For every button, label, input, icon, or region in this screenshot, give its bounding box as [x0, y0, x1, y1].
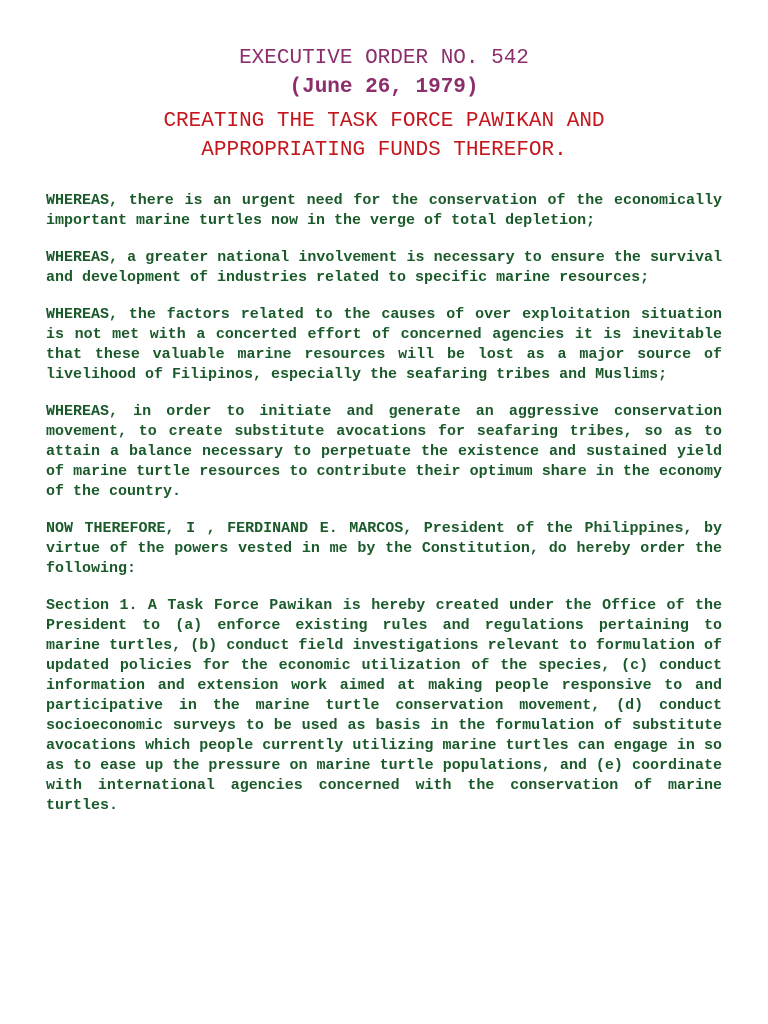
now-therefore-paragraph: NOW THEREFORE, I , FERDINAND E. MARCOS, President of the Philippines, by virtue of the powers vested in me by the Constitution, do hereby order the following:: [46, 520, 722, 577]
whereas-paragraph-3: WHEREAS, the factors related to the causes of over exploitation situation is not met with a concerted effort of concerned agencies it is inevitable that these valuable marine resources will be lost as a major source of livelihood of Filipinos, especially the seafaring tribes and Muslims;: [46, 306, 722, 383]
document-title-line-2: APPROPRIATING FUNDS THEREFOR.: [201, 139, 567, 162]
order-number-heading: EXECUTIVE ORDER NO. 542: [239, 47, 529, 70]
whereas-paragraph-4: WHEREAS, in order to initiate and generate an aggressive conservation movement, to create substitute avocations for seafaring tribes, so as to attain a balance necessary to perpetuate the existence and sustained yield of marine turtle resources to contribute their optimum share in the economy of the country.: [46, 403, 722, 500]
order-date: (June 26, 1979): [289, 76, 479, 99]
whereas-paragraph-1: WHEREAS, there is an urgent need for the conservation of the economically important marine turtles now in the verge of total depletion;: [46, 192, 722, 229]
section-1-paragraph: Section 1. A Task Force Pawikan is hereby created under the Office of the President to (a) enforce existing rules and regulations pertaining to marine turtles, (b) conduct field investigations relevant to formulation of updated policies for the economic utilization of the species, (c) conduct information and extension work aimed at making people responsive to and participative in the marine turtle conservation movement, (d) conduct socioeconomic surveys to be used as basis in the formulation of substitute avocations which people currently utilizing marine turtles can engage in so as to ease up the pressure on marine turtle populations, and (e) coordinate with international agencies concerned with the conservation of marine turtles.: [46, 597, 722, 814]
document-body: [46, 191, 722, 833]
document-title-line-1: CREATING THE TASK FORCE PAWIKAN AND: [163, 110, 605, 133]
whereas-paragraph-2: WHEREAS, a greater national involvement is necessary to ensure the survival and development of industries related to specific marine resources;: [46, 249, 722, 286]
